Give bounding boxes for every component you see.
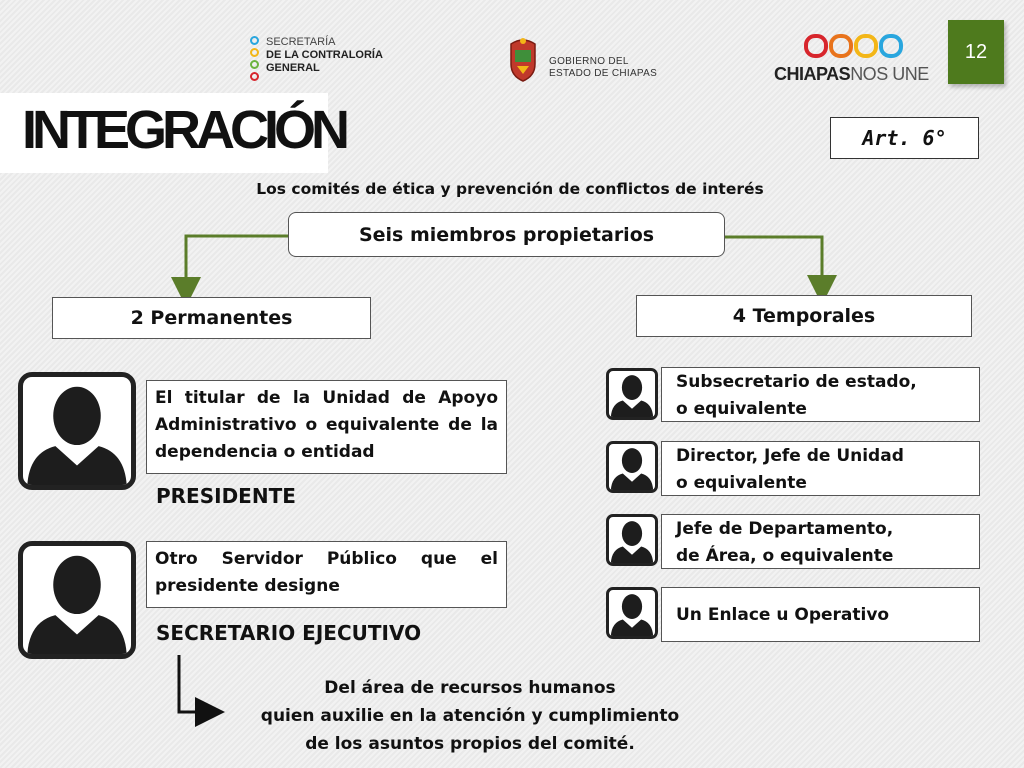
chiapas-bold-text: CHIAPAS bbox=[774, 64, 851, 84]
president-description: El titular de la Unidad de Apoyo Administrativo o equivalente de la dependencia o entidad bbox=[146, 380, 507, 474]
nos-une-text: NOS UNE bbox=[850, 64, 929, 84]
temporal-member-item bbox=[661, 441, 980, 496]
chiapas-nos-une-logo bbox=[772, 34, 929, 86]
human-resources-note: Del área de recursos humanos quien auxilie en la atención y cumplimiento de los asuntos propios del comité. bbox=[260, 678, 680, 754]
subtitle: Los comités de ética y prevención de conflictos de interés bbox=[256, 180, 764, 198]
temporales-box: 4 Temporales bbox=[636, 295, 972, 337]
temporal-member-item bbox=[661, 514, 980, 569]
temporal-member-avatar-icon bbox=[606, 441, 658, 493]
coat-of-arms-icon bbox=[505, 36, 541, 82]
secretary-role-label: SECRETARIO EJECUTIVO bbox=[156, 621, 422, 645]
temporal-member-item bbox=[661, 367, 980, 422]
temporal-member-text: Director, Jefe de Unidad o equivalente bbox=[676, 445, 904, 493]
temporal-member-avatar-icon bbox=[606, 368, 658, 420]
secretary-avatar-icon bbox=[18, 541, 136, 659]
permanentes-box: 2 Permanentes bbox=[52, 297, 371, 339]
page-title: INTEGRACIÓN bbox=[22, 100, 345, 160]
contraloria-dots-icon bbox=[250, 36, 262, 82]
contraloria-line-2: DE LA CONTRALORÍA bbox=[266, 49, 383, 61]
temporal-member-text: Jefe de Departamento, de Área, o equivalente bbox=[676, 518, 894, 566]
gobierno-logo bbox=[505, 36, 675, 84]
temporal-member-text: Subsecretario de estado, o equivalente bbox=[676, 371, 917, 419]
gobierno-line-1: GOBIERNO DEL bbox=[549, 56, 629, 67]
temporal-member-avatar-icon bbox=[606, 514, 658, 566]
colored-rings-icon bbox=[804, 34, 904, 58]
contraloria-line-3: GENERAL bbox=[266, 62, 320, 74]
temporal-member-avatar-icon bbox=[606, 587, 658, 639]
article-reference: Art. 6° bbox=[830, 117, 979, 159]
contraloria-line-1: SECRETARÍA bbox=[266, 36, 336, 48]
gobierno-line-2: ESTADO DE CHIAPAS bbox=[549, 68, 658, 79]
arrow-to-temporales bbox=[725, 237, 822, 290]
arrow-to-permanentes bbox=[186, 236, 288, 292]
temporal-member-text: Un Enlace u Operativo bbox=[676, 605, 890, 625]
president-role-label: PRESIDENTE bbox=[156, 484, 296, 508]
secretary-description: Otro Servidor Público que el presidente designe bbox=[146, 541, 507, 608]
main-members-box: Seis miembros propietarios bbox=[288, 212, 725, 257]
president-avatar-icon bbox=[18, 372, 136, 490]
page-number: 12 bbox=[948, 20, 1004, 84]
title-box bbox=[0, 93, 345, 173]
temporal-member-item bbox=[661, 587, 980, 642]
contraloria-logo bbox=[250, 36, 410, 82]
